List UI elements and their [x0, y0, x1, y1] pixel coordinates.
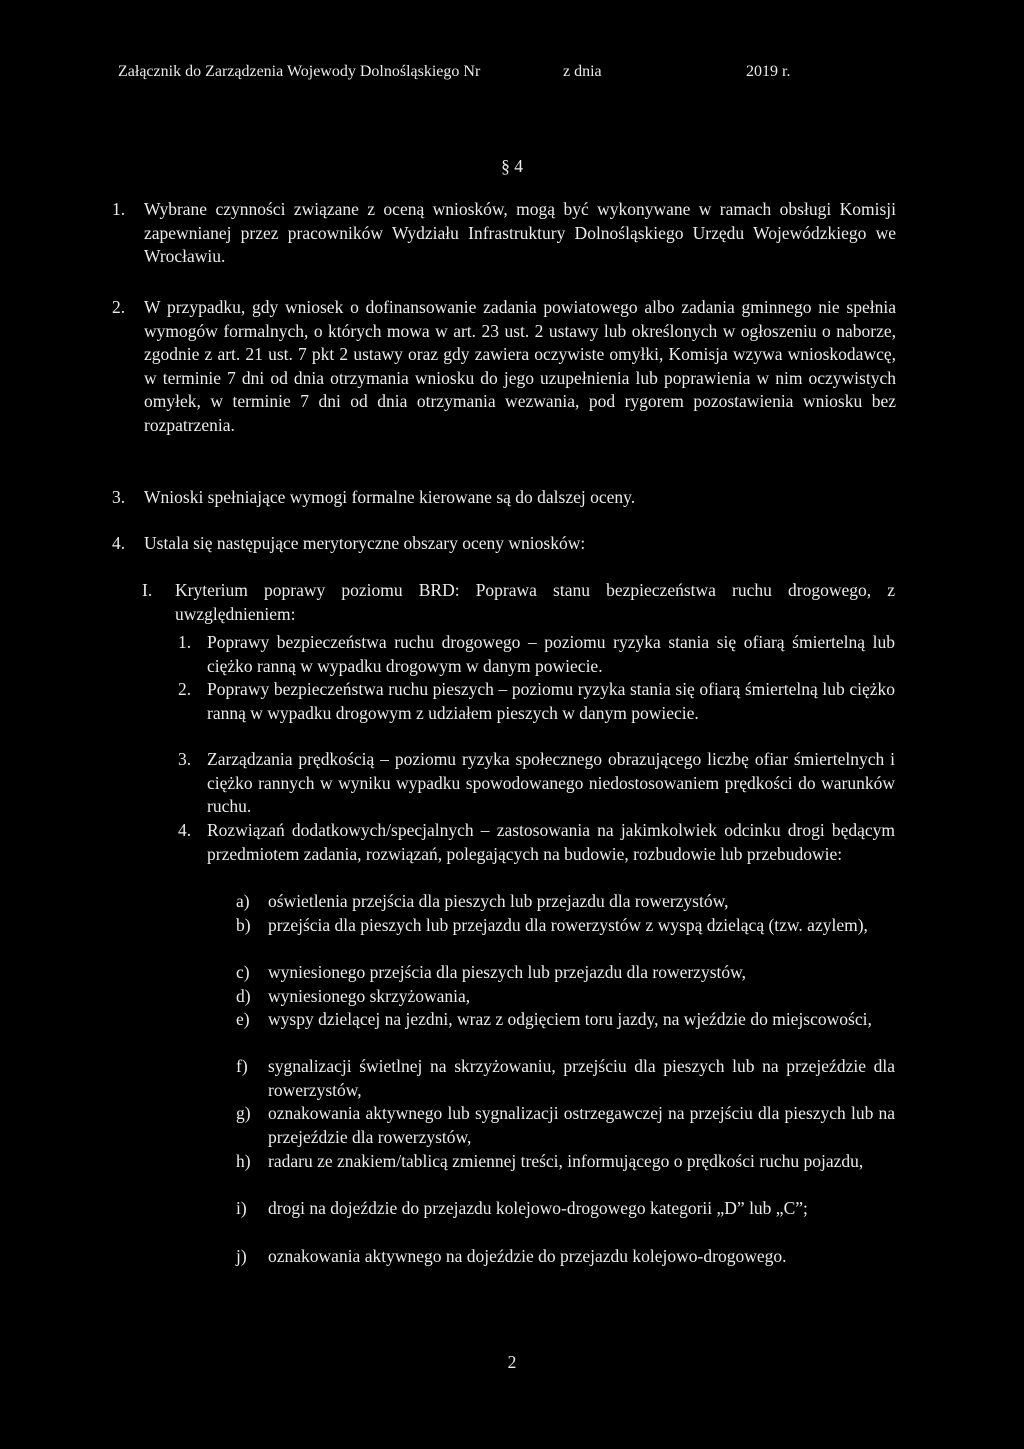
letter-item-text: wyniesionego skrzyżowania, [268, 986, 471, 1006]
letter-item-marker: e) [236, 1009, 250, 1029]
criterion-number: I. [142, 580, 153, 600]
letter-item-text: wyspy dzielącej na jezdni, wraz z odgięciem toru jazdy, na wjeździe do miejscowości, [268, 1009, 872, 1029]
sub-item-3 [178, 748, 895, 819]
letter-item-text: radaru ze znakiem/tablicą zmiennej treści, informującego o prędkości ruchu pojazdu, [268, 1151, 864, 1171]
paragraph-2 [112, 296, 896, 437]
page-number: 2 [507, 1352, 517, 1372]
letter-item-marker: f) [236, 1056, 248, 1076]
letter-item-text: wyniesionego przejścia dla pieszych lub przejazdu dla rowerzystów, [268, 962, 746, 982]
paragraph-number: 2. [112, 297, 126, 317]
sub-item-text: Poprawy bezpieczeństwa ruchu drogowego – poziomu ryzyka stania się ofiarą śmiertelną lub ciężko ranną w wypadku drogowym w danym powiecie. [207, 632, 895, 676]
letter-item-text: sygnalizacji świetlnej na skrzyżowaniu, przejściu dla pieszych lub na przejeździe dla rowerzystów, [268, 1056, 895, 1100]
letter-item-marker: b) [236, 915, 251, 935]
paragraph-text: Wnioski spełniające wymogi formalne kierowane są do dalszej oceny. [144, 487, 636, 507]
paragraph-number: 4. [112, 533, 126, 553]
paragraph-4 [112, 532, 896, 556]
paragraph-text: Wybrane czynności związane z oceną wniosków, mogą być wykonywane w ramach obsługi Komisji zapewnianej przez pracowników Wydziału Infrastruktury Dolnośląskiego Urzędu Wojewódzkiego we Wrocławiu. [144, 199, 896, 266]
letter-item-marker: g) [236, 1103, 251, 1123]
letter-item-marker: j) [236, 1246, 247, 1266]
paragraph-1 [112, 198, 896, 269]
letter-item-marker: c) [236, 962, 250, 982]
letter-item-g [236, 1102, 895, 1149]
paragraph-text: Ustala się następujące merytoryczne obszary oceny wniosków: [144, 533, 586, 553]
paragraph-text: W przypadku, gdy wniosek o dofinansowanie zadania powiatowego albo zadania gminnego nie spełnia wymogów formalnych, o których mowa w art. 23 ust. 2 ustawy lub określonych w ogłoszeniu o naborze, zgodnie z art. 21 ust. 7 pkt 2 ustawy oraz gdy zawiera oczywiste omyłki, Komisja wzywa wnioskodawcę, w terminie 7 dni od dnia otrzymania wniosku do jego uzupełnienia lub poprawienia w nim oczywistych omyłek, w terminie 7 dni od dnia otrzymania wezwania, pod rygorem pozostawienia wniosku bez rozpatrzenia. [144, 297, 896, 435]
section-title: § 4 [501, 156, 523, 176]
letter-item-b [236, 914, 895, 938]
letter-item-marker: a) [236, 891, 250, 911]
paragraph-number: 3. [112, 487, 126, 507]
letter-item-text: oznakowania aktywnego lub sygnalizacji ostrzegawczej na przejściu dla pieszych lub na przejeździe dla rowerzystów, [268, 1103, 895, 1147]
paragraph-number: 1. [112, 199, 126, 219]
letter-item-marker: i) [236, 1198, 247, 1218]
letter-item-text: drogi na dojeździe do przejazdu kolejowo-drogowego kategorii „D” lub „C”; [268, 1198, 808, 1218]
letter-item-marker: h) [236, 1151, 251, 1171]
letter-item-e [236, 1008, 895, 1032]
letter-item-j [236, 1245, 895, 1269]
letter-item-marker: d) [236, 986, 251, 1006]
header-date-label: z dnia [563, 63, 602, 80]
sub-item-4 [178, 819, 895, 866]
letter-item-text: przejścia dla pieszych lub przejazdu dla rowerzystów z wyspą dzielącą (tzw. azylem), [268, 915, 868, 935]
letter-item-h [236, 1150, 895, 1174]
sub-item-number: 1. [178, 632, 192, 652]
letter-item-c [236, 961, 895, 985]
letter-item-text: oświetlenia przejścia dla pieszych lub przejazdu dla rowerzystów, [268, 891, 729, 911]
sub-item-text: Rozwiązań dodatkowych/specjalnych – zastosowania na jakimkolwiek odcinku drogi będącym przedmiotem zadania, rozwiązań, polegających na budowie, rozbudowie lub przebudowie: [207, 820, 895, 864]
sub-item-number: 3. [178, 749, 192, 769]
letter-item-text: oznakowania aktywnego na dojeździe do przejazdu kolejowo-drogowego. [268, 1246, 787, 1266]
sub-item-2 [178, 678, 895, 725]
letter-item-f [236, 1055, 895, 1102]
criterion-text: Kryterium poprawy poziomu BRD: Poprawa stanu bezpieczeństwa ruchu drogowego, z uwzględnieniem: [175, 580, 895, 624]
sub-item-1 [178, 631, 895, 678]
criterion-item [143, 579, 895, 626]
letter-item-a [236, 890, 895, 914]
header-year: 2019 r. [746, 63, 791, 80]
sub-item-text: Poprawy bezpieczeństwa ruchu pieszych – poziomu ryzyka stania się ofiarą śmiertelną lub ciężko ranną w wypadku drogowym z udziałem pieszych w danym powiecie. [207, 679, 895, 723]
paragraph-3 [112, 486, 896, 510]
sub-item-text: Zarządzania prędkością – poziomu ryzyka społecznego obrazującego liczbę ofiar śmiertelnych i ciężko rannych w wyniku wypadku spowodowanego niedostosowaniem prędkości do warunków ruchu. [207, 749, 895, 816]
sub-item-number: 2. [178, 679, 192, 699]
sub-item-number: 4. [178, 820, 192, 840]
header-title: Załącznik do Zarządzenia Wojewody Dolnośląskiego Nr [118, 63, 481, 80]
letter-item-i [236, 1197, 895, 1221]
letter-item-d [236, 985, 895, 1009]
